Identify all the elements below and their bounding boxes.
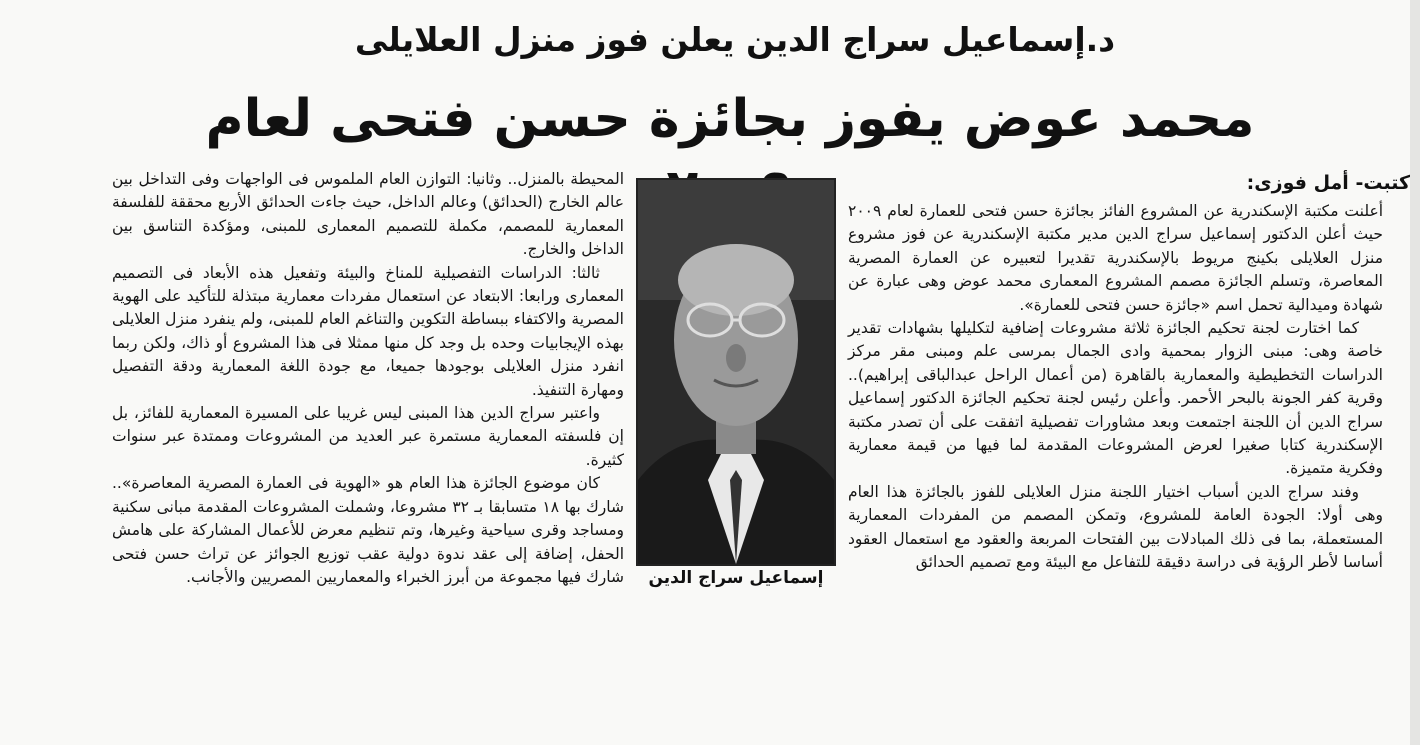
paragraph: كما اختارت لجنة تحكيم الجائزة ثلاثة مشروعات إضافية لتكليلها بشهادات تقدير خاصة وهى: مبنى الزوار بمحمية وادى الجمال بمرسى علم ومبنى مقر مركز الدراسات التخطيطية والمعمارية بالقاهرة (من أعمال الراحل عبدالباقى إبراهيم).. وقرية كفر الجونة بالبحر الأحمر. وأعلن رئيس لجنة تحكيم الجائزة الدكتور إسماعيل سراج الدين أن اللجنة اجتمعت وبعد مشاورات تفصيلية اتفقت على أن تصدر مكتبة الإسكندرية كتابا صغيرا لعرض المشروعات المقدمة لما فيها من قيمة معمارية وفكرية متميزة. [848, 319, 1383, 478]
article-headline: محمد عوض يفوز بجائزة حسن فتحى لعام [205, 89, 1255, 149]
paragraph: وفند سراج الدين أسباب اختيار اللجنة منزل العلايلى للفوز بالجائزة هذا العام وهى أولا: الجودة العامة للمشروع، وتمكن المصمم من المفردات المعمارية المستعملة، بما فى ذلك المبادلات بين الفتحات المربعة والعقود مع استعمال العقود أساسا لأطر الرؤية فى دراسة دقيقة للتفاعل مع البيئة ومع تصميم الحدائق [848, 482, 1383, 572]
portrait-photo [636, 178, 836, 566]
paragraph: واعتبر سراج الدين هذا المبنى ليس غريبا على المسيرة المعمارية للفائز، بل إن فلسفته المعمارية مستمرة عبر العديد من المشروعات وممتدة عبر سنوات كثيرة. [112, 404, 624, 469]
article-byline: كتبت- أمل فوزى: [1246, 172, 1410, 194]
paragraph: المحيطة بالمنزل.. وثانيا: التوازن العام الملموس فى الواجهات وفى التداخل بين عالم الخارج (الحدائق) وعالم الداخل، حيث جاءت الحدائق الأربع محققة للفلسفة المعمارية للمصمم، مكملة للتصميم المعمارى للمبنى، ومؤكدة التناسق بين الداخل والخارج. [112, 170, 624, 259]
paragraph: أعلنت مكتبة الإسكندرية عن المشروع الفائز بجائزة حسن فتحى للعمارة لعام ٢٠٠٩ حيث أعلن الدكتور إسماعيل سراج الدين مدير مكتبة الإسكندرية عن فوز مشروع منزل العلايلى بكينج مريوط بالإسكندرية تقديرا لتعبيره عن العمارة المصرية المعاصرة، وتسلم الجائزة مصمم المشروع المعمارى محمد عوض وهى عبارة عن شهادة وميدالية تحمل اسم «جائزة حسن فتحى للعمارة». [848, 202, 1383, 314]
article-column-left [112, 168, 624, 589]
portrait-image [638, 180, 834, 564]
paragraph: ثالثا: الدراسات التفصيلية للمناخ والبيئة وتفعيل هذه الأبعاد فى التصميم المعمارى ورابعا: الابتعاد عن استعمال مفردات معمارية مبتذلة للتأكيد على الهوية المصرية والاكتفاء ببساطة التكوين والتناغم العام للمبنى، ولم ينفرد منزل العلايلى بهذه الإيجابيات وحده بل وجد كل منها ممثلا فى هذا المشروع أو ذاك، ولكن ربما انفرد منزل العلايلى بوجودها جميعا، مع جودة اللغة المعمارية ودقة التفصيل ومهارة التنفيذ. [112, 263, 624, 399]
article-column-right [848, 200, 1383, 575]
paragraph: كان موضوع الجائزة هذا العام هو «الهوية فى العمارة المصرية المعاصرة».. شارك بها ١٨ متسابقا بـ ٣٢ مشروعا، وشملت المشروعات المقدمة مبانى سكنية ومساجد وقرى سياحية وغيرها، وتم تنظيم معرض للأعمال المشاركة على هامش الحفل، إضافة إلى عقد ندوة دولية عقب توزيع الجوائز عن تراث حسن فتحى شارك فيها مجموعة من أبرز الخبراء والمعماريين المصريين والأجانب. [112, 474, 624, 586]
scan-edge [1410, 0, 1420, 745]
photo-caption: إسماعيل سراج الدين [648, 568, 824, 588]
article-kicker: د.إسماعيل سراج الدين يعلن فوز منزل العلايلى [354, 20, 1116, 59]
